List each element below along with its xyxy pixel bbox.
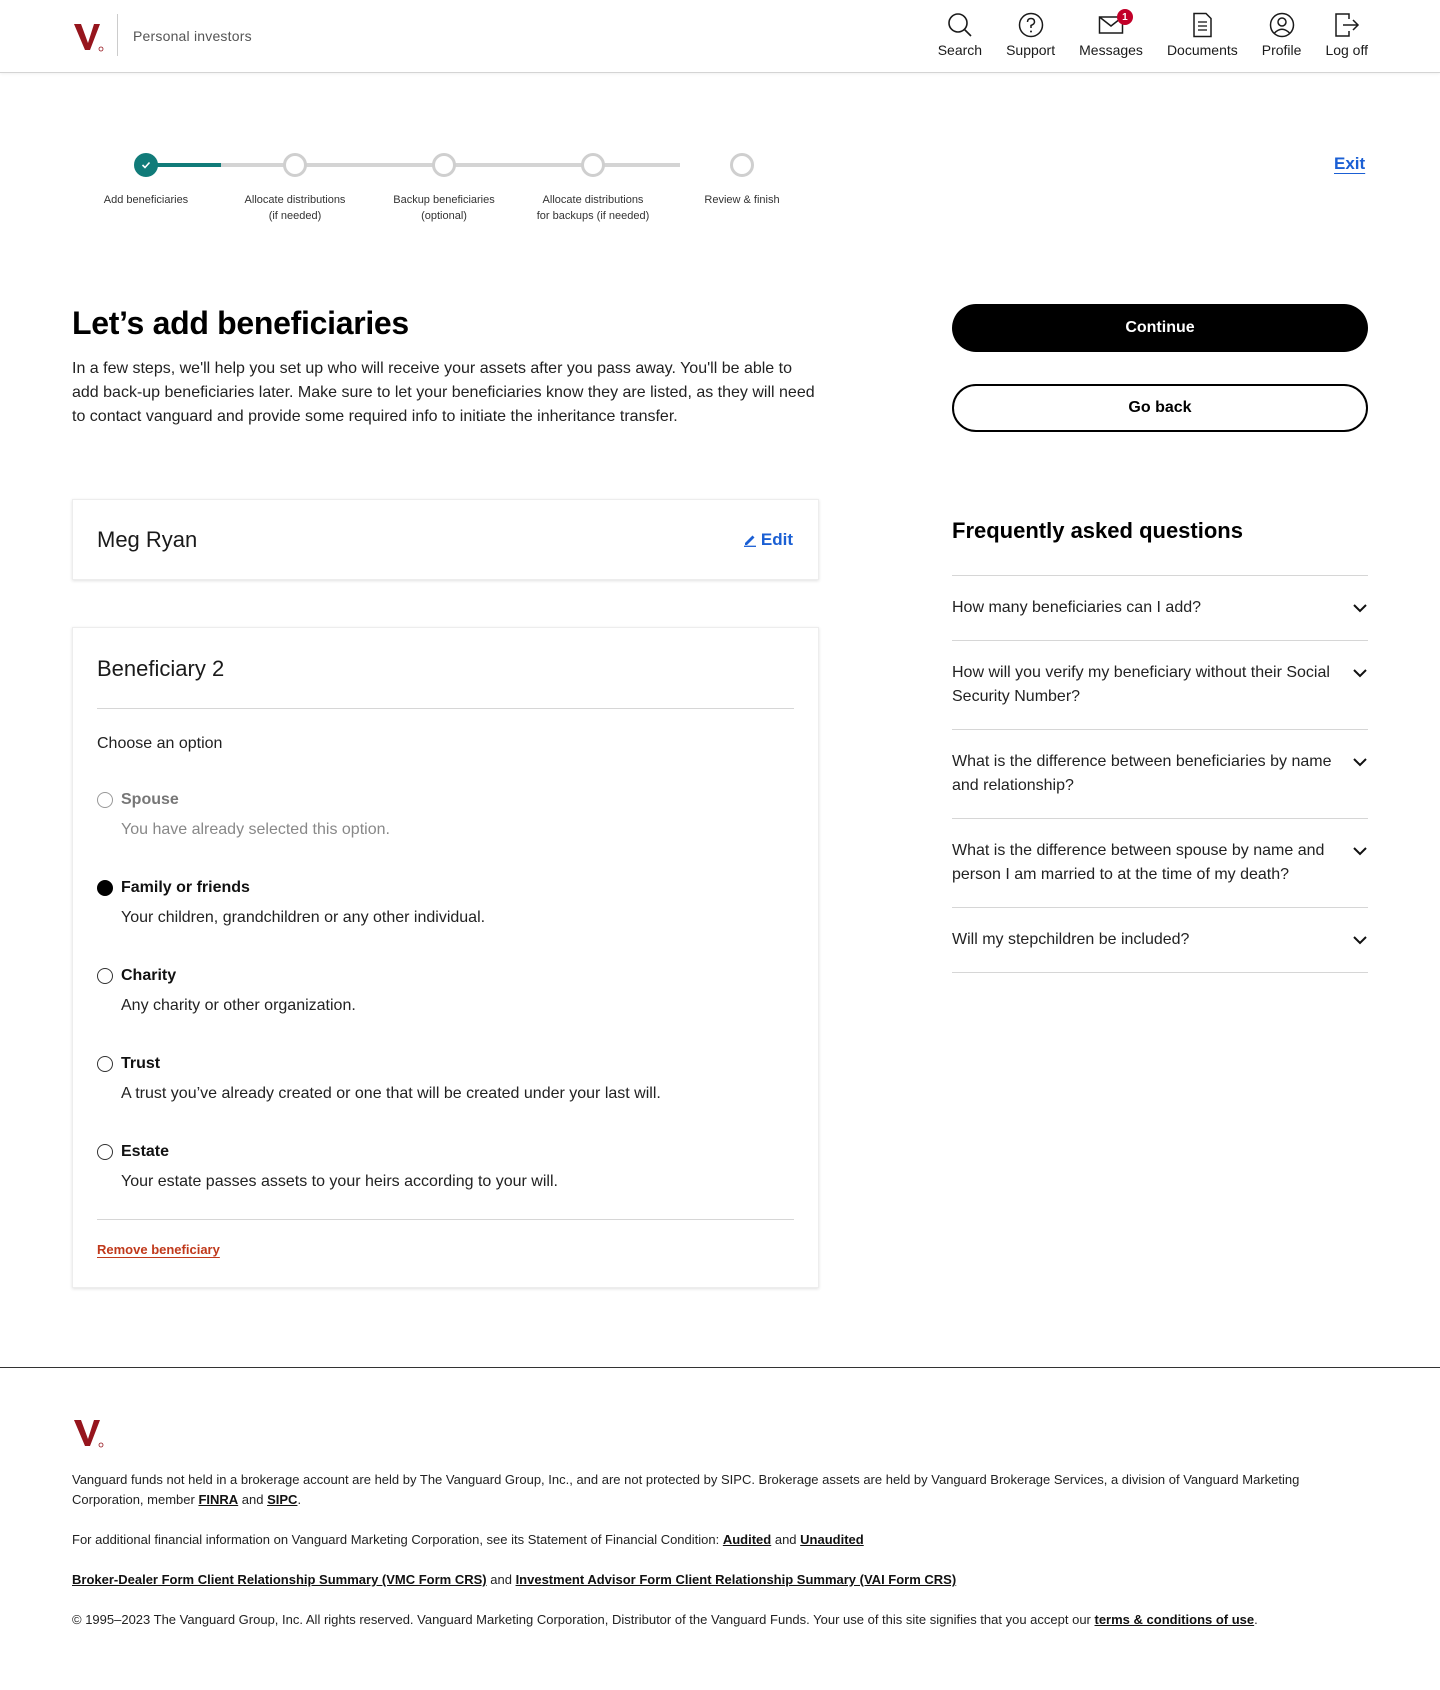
option-trust-title[interactable]: Trust xyxy=(121,1055,161,1072)
document-icon xyxy=(1189,12,1215,38)
nav-messages-label: Messages xyxy=(1079,42,1143,58)
step-2-dot xyxy=(283,153,307,177)
chevron-down-icon xyxy=(1352,932,1368,948)
beneficiary-2-card xyxy=(72,627,819,1288)
progress-stepper xyxy=(90,150,810,230)
option-family-desc: Your children, grandchildren or any other individual. xyxy=(121,909,486,926)
faq-item[interactable] xyxy=(952,908,1368,973)
option-family-radio-row[interactable] xyxy=(97,879,777,897)
nav-documents[interactable] xyxy=(1167,12,1238,58)
option-estate-title[interactable]: Estate xyxy=(121,1143,170,1160)
step-4-dot xyxy=(581,153,605,177)
step-5-dot xyxy=(730,153,754,177)
nav-support-label: Support xyxy=(1006,42,1056,58)
radio-charity[interactable] xyxy=(97,968,113,984)
nav-messages[interactable] xyxy=(1079,12,1143,58)
option-family-friends[interactable] xyxy=(97,879,777,927)
beneficiary-1-name: Meg Ryan xyxy=(97,527,198,552)
check-icon xyxy=(141,160,151,170)
nav-logoff[interactable] xyxy=(1325,12,1368,58)
chevron-down-icon xyxy=(1352,843,1368,859)
vanguard-logo[interactable] xyxy=(72,20,104,52)
step-5-label: Review & finish xyxy=(704,194,780,206)
step-3-dot xyxy=(432,153,456,177)
option-trust[interactable] xyxy=(97,1055,777,1103)
footer-financial-info: For additional financial information on Vanguard Marketing Corporation, see its Statement of Financial Condition: Audited and Unaudited xyxy=(72,1532,864,1547)
page-title: Let’s add beneficiaries xyxy=(72,305,409,341)
radio-estate[interactable] xyxy=(97,1144,113,1160)
card-divider-bottom xyxy=(97,1219,794,1220)
beneficiary-1-card xyxy=(72,499,819,580)
radio-trust[interactable] xyxy=(97,1056,113,1072)
nav-support[interactable] xyxy=(1006,12,1055,58)
nav-profile[interactable] xyxy=(1262,12,1302,58)
faq-heading: Frequently asked questions xyxy=(952,518,1243,543)
nav-profile-label: Profile xyxy=(1261,42,1302,58)
step-1-label: Add beneficiaries xyxy=(103,194,189,206)
option-estate[interactable] xyxy=(97,1143,777,1191)
faq-question: Will my stepchildren be included? xyxy=(952,931,1190,948)
sipc-link[interactable]: SIPC xyxy=(267,1492,298,1507)
nav-documents-label: Documents xyxy=(1166,42,1238,58)
option-charity-radio-row[interactable] xyxy=(97,967,777,985)
faq-item[interactable] xyxy=(952,641,1368,730)
chevron-down-icon xyxy=(1352,754,1368,770)
support-icon xyxy=(1018,12,1044,38)
brand-subtitle: Personal investors xyxy=(133,28,252,44)
faq-item[interactable] xyxy=(952,730,1368,819)
faq-question: What is the difference between beneficiaries by name and relationship? xyxy=(952,753,1332,794)
option-estate-desc: Your estate passes assets to your heirs according to your will. xyxy=(121,1173,558,1190)
logo-divider xyxy=(117,14,118,56)
option-estate-radio-row[interactable] xyxy=(97,1143,777,1161)
top-header xyxy=(0,0,1440,73)
edit-label: Edit xyxy=(760,530,793,549)
audited-link[interactable]: Audited xyxy=(722,1532,772,1547)
nav-search[interactable] xyxy=(938,12,982,58)
option-charity-title[interactable]: Charity xyxy=(121,967,177,984)
remove-beneficiary-link[interactable]: Remove beneficiary xyxy=(97,1242,220,1257)
footer-disclosure-sipc: Vanguard funds not held in a brokerage account are held by The Vanguard Group, Inc., and are not protected by SIPC. Brokerage assets are held by Vanguard Brokerage Services, a division of Vanguard Marketing Corporation, member FINRA and SIPC. xyxy=(72,1472,1300,1507)
faq-item[interactable] xyxy=(952,819,1368,908)
option-charity-desc: Any charity or other organization. xyxy=(121,997,356,1014)
radio-spouse xyxy=(97,792,113,808)
faq-question: How will you verify my beneficiary without their Social Security Number? xyxy=(952,664,1330,705)
option-spouse-desc: You have already selected this option. xyxy=(121,821,390,838)
option-spouse xyxy=(97,791,777,839)
option-spouse-radio-row xyxy=(97,791,777,809)
vai-form-crs-link[interactable]: Investment Advisor Form Client Relationship Summary (VAI Form CRS) xyxy=(515,1572,957,1587)
step-1-dot xyxy=(134,153,158,177)
faq-item[interactable] xyxy=(952,576,1368,641)
footer-divider xyxy=(0,1367,1440,1368)
terms-link[interactable]: terms & conditions of use xyxy=(1094,1612,1255,1627)
go-back-button[interactable]: Go back xyxy=(952,384,1368,432)
faq-question: How many beneficiaries can I add? xyxy=(952,599,1202,616)
logoff-icon xyxy=(1334,12,1360,38)
pencil-icon xyxy=(743,533,757,547)
footer-crs-links: Broker-Dealer Form Client Relationship Summary (VMC Form CRS) and Investment Advisor Form Client Relationship Summary (VAI Form CRS) xyxy=(72,1572,957,1587)
messages-badge: 1 xyxy=(1117,9,1133,25)
vanguard-footer-logo xyxy=(72,1416,104,1448)
finra-link[interactable]: FINRA xyxy=(198,1492,239,1507)
unaudited-link[interactable]: Unaudited xyxy=(800,1532,864,1547)
chevron-down-icon xyxy=(1352,665,1368,681)
edit-beneficiary-button[interactable] xyxy=(743,530,793,550)
footer-copyright: © 1995–2023 The Vanguard Group, Inc. All rights reserved. Vanguard Marketing Corporation, Distributor of the Vanguard Funds. Your use of this site signifies that you accept our terms & conditions of use. xyxy=(72,1612,1258,1627)
step-2-label: Allocate distributions (if needed) xyxy=(244,194,346,222)
top-nav xyxy=(914,12,1368,58)
nav-search-label: Search xyxy=(937,42,983,58)
option-spouse-title: Spouse xyxy=(121,791,179,808)
option-trust-radio-row[interactable] xyxy=(97,1055,777,1073)
continue-button[interactable]: Continue xyxy=(952,304,1368,352)
exit-link[interactable]: Exit xyxy=(1334,154,1366,173)
profile-icon xyxy=(1269,12,1295,38)
option-family-title[interactable]: Family or friends xyxy=(121,879,250,896)
option-trust-desc: A trust you’ve already created or one that will be created under your last will. xyxy=(121,1085,661,1102)
chevron-down-icon xyxy=(1352,600,1368,616)
option-charity[interactable] xyxy=(97,967,777,1015)
vmc-form-crs-link[interactable]: Broker-Dealer Form Client Relationship Summary (VMC Form CRS) xyxy=(72,1572,487,1587)
card-divider-top xyxy=(97,708,794,709)
intro-text: In a few steps, we'll help you set up who will receive your assets after you pass away. You'll be able to add back-up beneficiaries later. Make sure to let your beneficiaries know they are listed, as they will need to contact vanguard and provide some required info to initiate the inheritance transfer. xyxy=(72,360,815,425)
choose-option-label: Choose an option xyxy=(97,735,223,752)
beneficiary-2-title: Beneficiary 2 xyxy=(97,656,225,681)
radio-family-friends[interactable] xyxy=(97,880,113,896)
search-icon xyxy=(947,12,973,38)
faq-question: What is the difference between spouse by name and person I am married to at the time of my death? xyxy=(952,842,1325,883)
faq-list xyxy=(952,575,1368,973)
nav-logoff-label: Log off xyxy=(1325,42,1368,58)
step-3-label: Backup beneficiaries (optional) xyxy=(393,194,495,222)
step-4-label: Allocate distributions for backups (if needed) xyxy=(536,194,650,222)
